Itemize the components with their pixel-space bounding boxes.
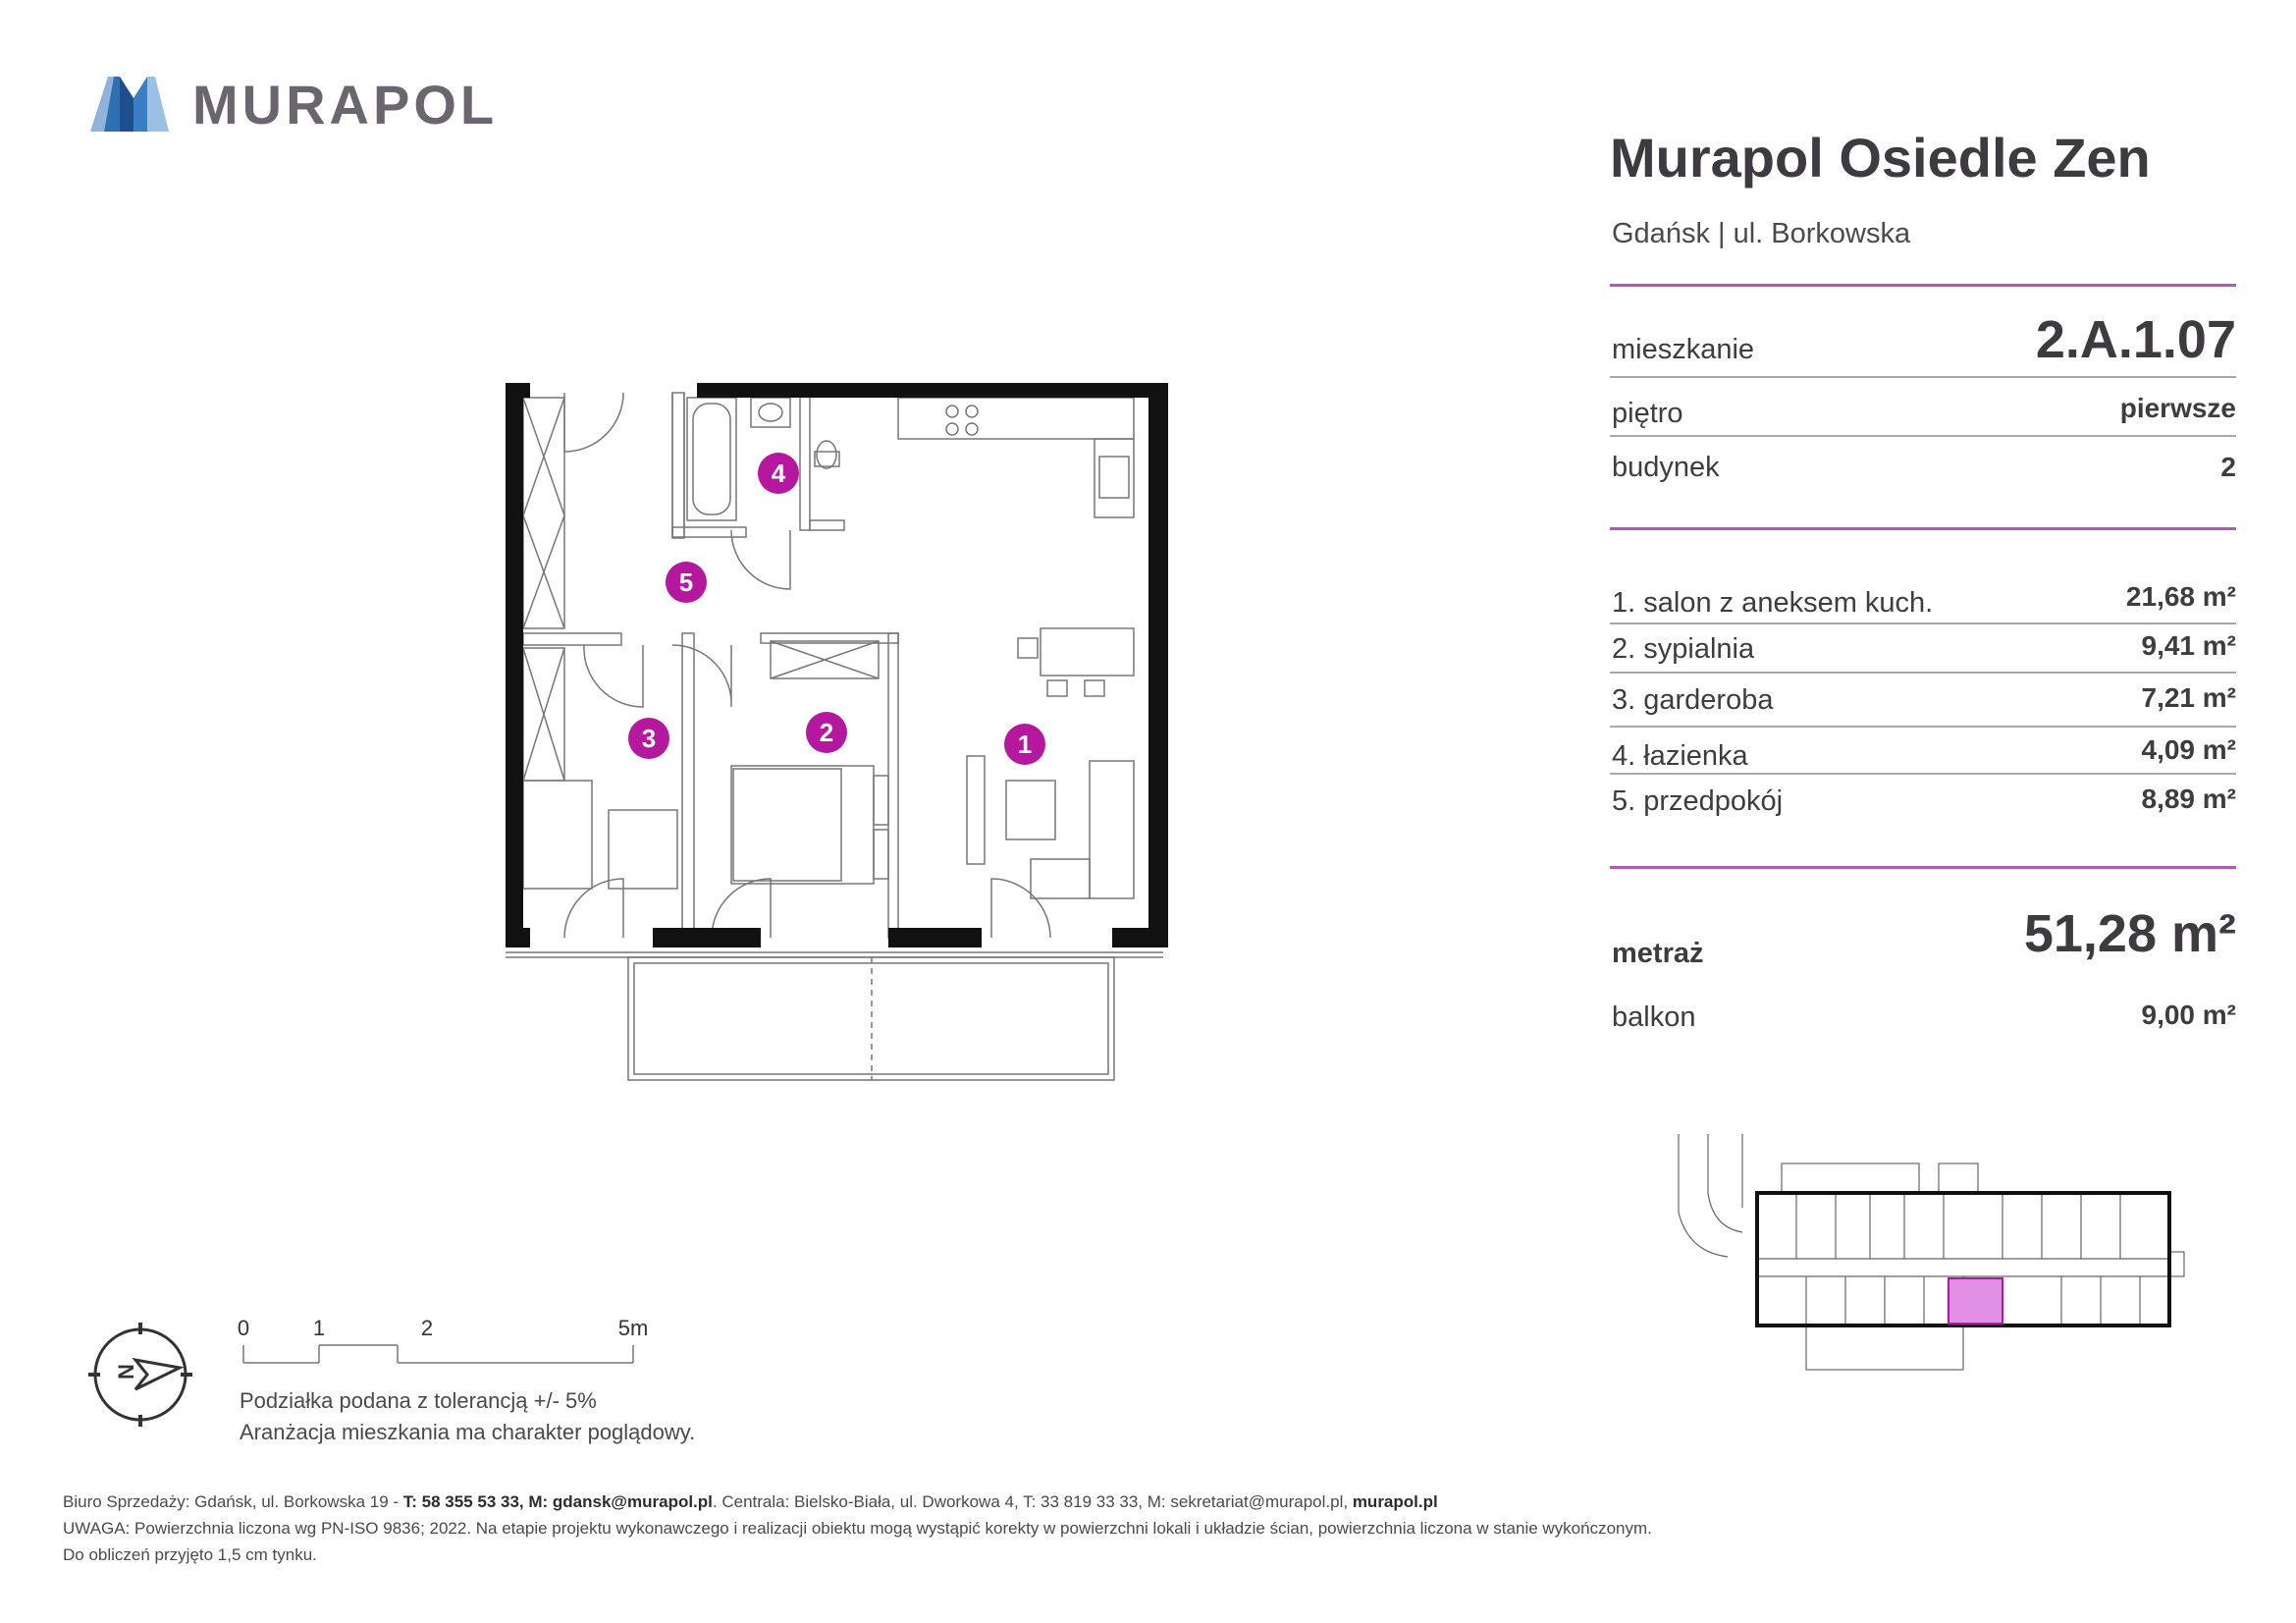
divider: [1610, 866, 2236, 869]
footer-plaster-note: Do obliczeń przyjęto 1,5 cm tynku.: [63, 1545, 317, 1564]
balcony-value: 9,00 m²: [2141, 1000, 2236, 1030]
room-marker-label: 5: [678, 568, 694, 597]
room-area: 7,21 m²: [2141, 682, 2236, 713]
project-title: Murapol Osiedle Zen: [1610, 127, 2151, 189]
room-name: 3. garderoba: [1612, 684, 1774, 716]
floor-value: pierwsze: [2119, 393, 2236, 423]
footer-contact: [63, 1492, 1438, 1512]
scale-bar: [236, 1316, 658, 1375]
room-marker-label: 1: [1017, 730, 1033, 759]
room-area: 4,09 m²: [2141, 734, 2236, 765]
divider: [1610, 435, 2236, 437]
room-marker-label: 2: [819, 718, 834, 747]
building-value: 2: [2220, 452, 2236, 482]
room-name: 1. salon z aneksem kuch.: [1612, 587, 1934, 619]
divider: [1610, 376, 2236, 378]
floor-plan: [496, 368, 1183, 1095]
divider: [1610, 672, 2236, 674]
scale-tick: 1: [312, 1316, 326, 1340]
room-marker-label: 3: [641, 724, 657, 753]
brand-name: MURAPOL: [192, 74, 499, 135]
footer-sales-contact: T: 58 355 53 33, M: gdansk@murapol.pl: [402, 1492, 713, 1511]
footer-text: . Centrala: Bielsko-Biała, ul. Dworkowa 4, T: 33 819 33 33, M: sekretariat@murapol.pl,: [712, 1492, 1353, 1511]
compass-icon: [86, 1321, 194, 1429]
tolerance-note: Podziałka podana z tolerancją +/- 5%: [240, 1388, 597, 1413]
room-area: 21,68 m²: [2125, 581, 2236, 612]
apartment-label: mieszkanie: [1612, 334, 1755, 365]
room-name: 5. przedpokój: [1612, 785, 1784, 817]
divider: [1610, 527, 2236, 530]
building-label: budynek: [1612, 452, 1720, 483]
highlighted-apartment: [1949, 1278, 2002, 1324]
divider: [1610, 726, 2236, 728]
divider: [1610, 773, 2236, 775]
balcony-outline: [628, 957, 1114, 1080]
balcony-label: balkon: [1612, 1001, 1696, 1033]
scale-tick: 5m: [617, 1316, 649, 1340]
room-marker-label: 4: [771, 459, 786, 488]
room-name: 2. sypialnia: [1612, 633, 1755, 665]
divider: [1610, 284, 2236, 287]
murapol-logo-icon: [90, 69, 169, 132]
divider: [1610, 622, 2236, 624]
room-area: 8,89 m²: [2141, 784, 2236, 814]
scale-tick: 2: [420, 1316, 434, 1340]
arrangement-note: Aranżacja mieszkania ma charakter poglądowy.: [240, 1420, 696, 1444]
footer-disclaimer: UWAGA: Powierzchnia liczona wg PN-ISO 9836; 2022. Na etapie projektu wykonawczego i realizacji obiektu mogą wystąpić korekty w powierzchni lokali i układzie ścian, powierzchnia liczona w stanie wykończonym.: [63, 1519, 1652, 1538]
room-area: 9,41 m²: [2141, 630, 2236, 661]
building-key-plan: [1669, 1134, 2189, 1380]
total-area-label: metraż: [1612, 938, 1704, 969]
apartment-number: 2.A.1.07: [2035, 310, 2236, 369]
room-name: 4. łazienka: [1612, 740, 1748, 772]
footer-text: Biuro Sprzedaży: Gdańsk, ul. Borkowska 19 -: [63, 1492, 403, 1511]
scale-tick: 0: [237, 1316, 250, 1340]
floor-label: piętro: [1612, 398, 1683, 429]
compass-letter: N: [114, 1364, 138, 1380]
footer-website: murapol.pl: [1352, 1492, 1438, 1511]
project-address: Gdańsk | ul. Borkowska: [1612, 218, 1911, 249]
total-area-value: 51,28 m²: [2023, 904, 2236, 963]
